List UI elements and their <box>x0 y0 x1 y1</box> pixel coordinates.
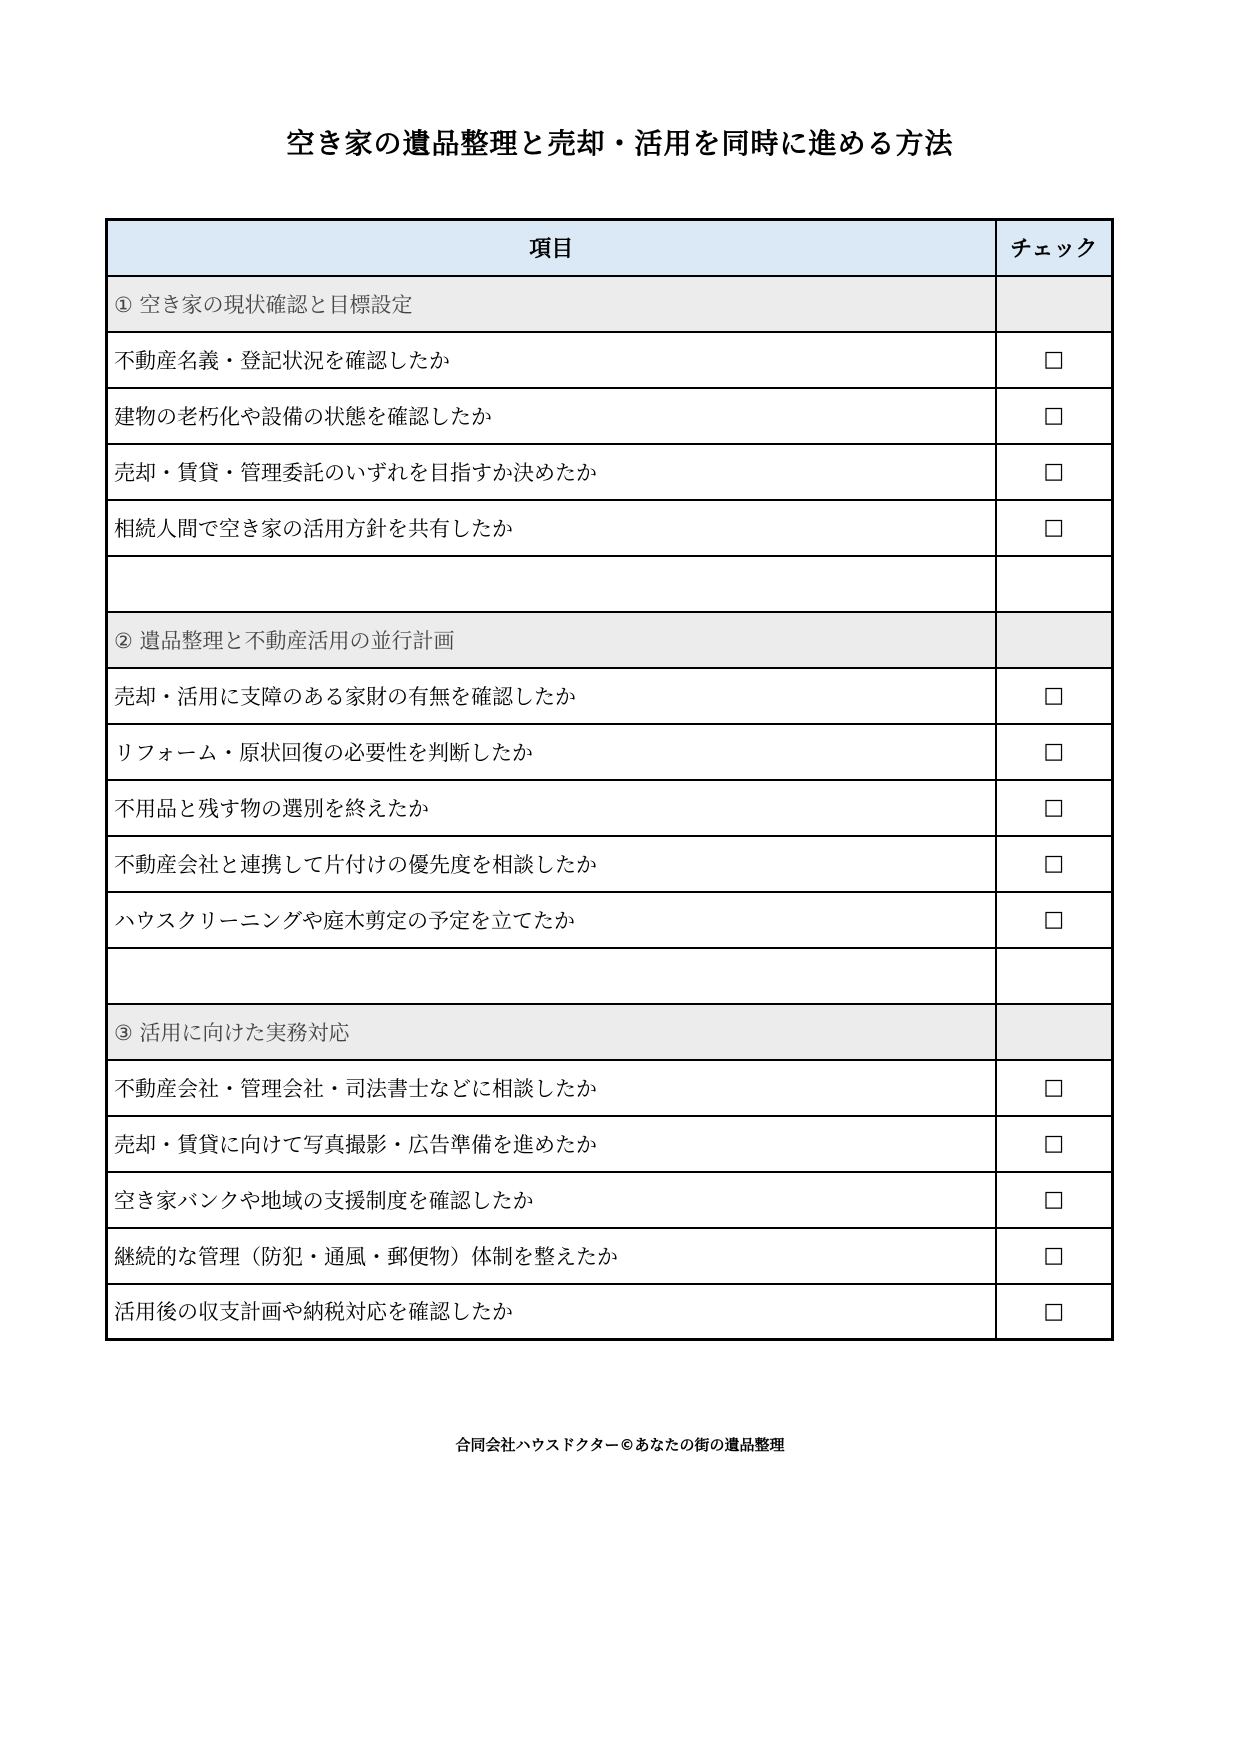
table-row <box>107 444 1113 500</box>
item-text: 継続的な管理（防犯・通風・郵便物）体制を整えたか <box>107 1228 996 1284</box>
blank-row <box>107 556 1113 612</box>
item-text: 不動産会社・管理会社・司法書士などに相談したか <box>107 1060 996 1116</box>
item-text: リフォーム・原状回復の必要性を判断したか <box>107 724 996 780</box>
checkbox[interactable]: □ <box>996 444 1113 500</box>
section-check-cell <box>996 276 1113 332</box>
section-title: ② 遺品整理と不動産活用の並行計画 <box>107 612 996 668</box>
blank-cell <box>107 948 996 1004</box>
section-title: ① 空き家の現状確認と目標設定 <box>107 276 996 332</box>
section-row <box>107 612 1113 668</box>
checkbox[interactable]: □ <box>996 1116 1113 1172</box>
item-text: 売却・活用に支障のある家財の有無を確認したか <box>107 668 996 724</box>
item-text: 建物の老朽化や設備の状態を確認したか <box>107 388 996 444</box>
checkbox[interactable]: □ <box>996 500 1113 556</box>
table-row <box>107 1228 1113 1284</box>
page-title: 空き家の遺品整理と売却・活用を同時に進める方法 <box>286 127 954 160</box>
table-row <box>107 780 1113 836</box>
checkbox[interactable]: □ <box>996 332 1113 388</box>
table-row <box>107 668 1113 724</box>
checkbox[interactable]: □ <box>996 1284 1113 1340</box>
checkbox[interactable]: □ <box>996 724 1113 780</box>
table-row <box>107 892 1113 948</box>
table-row <box>107 1060 1113 1116</box>
checkbox[interactable]: □ <box>996 892 1113 948</box>
table-row <box>107 332 1113 388</box>
table-row <box>107 1116 1113 1172</box>
checkbox[interactable]: □ <box>996 388 1113 444</box>
checkbox[interactable]: □ <box>996 1228 1113 1284</box>
section-check-cell <box>996 1004 1113 1060</box>
blank-check-cell <box>996 556 1113 612</box>
table-row <box>107 724 1113 780</box>
header-item: 項目 <box>107 220 996 276</box>
footer-copyright: 合同会社ハウスドクター©あなたの街の遺品整理 <box>455 1436 785 1454</box>
table-row <box>107 1172 1113 1228</box>
item-text: ハウスクリーニングや庭木剪定の予定を立てたか <box>107 892 996 948</box>
header-row <box>107 220 1113 276</box>
item-text: 活用後の収支計画や納税対応を確認したか <box>107 1284 996 1340</box>
table-row <box>107 388 1113 444</box>
table-row <box>107 1284 1113 1340</box>
section-check-cell <box>996 612 1113 668</box>
section-row <box>107 1004 1113 1060</box>
checkbox[interactable]: □ <box>996 668 1113 724</box>
item-text: 売却・賃貸・管理委託のいずれを目指すか決めたか <box>107 444 996 500</box>
table-row <box>107 836 1113 892</box>
checkbox[interactable]: □ <box>996 836 1113 892</box>
header-check: チェック <box>996 220 1113 276</box>
item-text: 不動産名義・登記状況を確認したか <box>107 332 996 388</box>
blank-check-cell <box>996 948 1113 1004</box>
blank-cell <box>107 556 996 612</box>
checkbox[interactable]: □ <box>996 1172 1113 1228</box>
table-row <box>107 500 1113 556</box>
checkbox[interactable]: □ <box>996 780 1113 836</box>
item-text: 不動産会社と連携して片付けの優先度を相談したか <box>107 836 996 892</box>
blank-row <box>107 948 1113 1004</box>
section-row <box>107 276 1113 332</box>
section-title: ③ 活用に向けた実務対応 <box>107 1004 996 1060</box>
item-text: 空き家バンクや地域の支援制度を確認したか <box>107 1172 996 1228</box>
item-text: 相続人間で空き家の活用方針を共有したか <box>107 500 996 556</box>
item-text: 売却・賃貸に向けて写真撮影・広告準備を進めたか <box>107 1116 996 1172</box>
checkbox[interactable]: □ <box>996 1060 1113 1116</box>
item-text: 不用品と残す物の選別を終えたか <box>107 780 996 836</box>
checklist-table <box>105 218 1114 1341</box>
